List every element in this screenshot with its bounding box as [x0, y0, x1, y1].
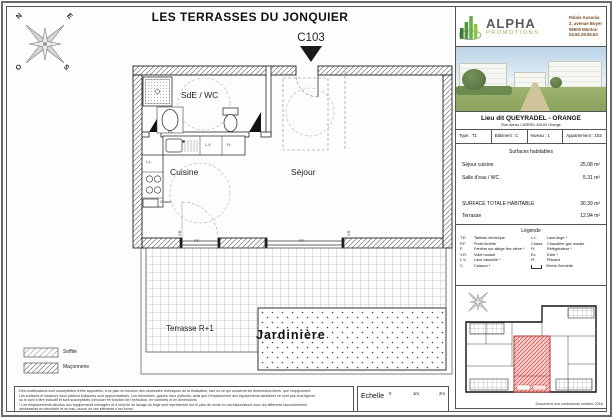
surface-label: Séjour cuisine — [462, 162, 494, 168]
plan-label-pf1: P.F. — [194, 239, 201, 243]
legend-header: Légende — [521, 228, 541, 234]
unit-appartement-cell: Appartement : 103 — [562, 130, 606, 143]
sheet-title: LES TERRASSES DU JONQUIER — [151, 10, 349, 24]
toilet — [223, 108, 238, 132]
surface-value: 5.31 m² — [583, 175, 600, 181]
unit-niveau-cell: Niveau : 1 — [527, 130, 563, 143]
plan-label-refrigerateur: Fr. — [227, 143, 232, 147]
disclaimer-line: * Les emplacements dévolus aux équipements ménagers et à celui lié au lavage du linge sont représentés sur le plan de vente en correspondance avec les différents raccordements — [19, 402, 308, 407]
project-photo — [455, 46, 607, 112]
legend-label: Lave-linge * — [547, 236, 568, 240]
keyplan-box — [455, 285, 607, 409]
plan-label-vr1: V.R. — [178, 229, 182, 236]
unit-number: C103 — [297, 32, 325, 44]
legend-label: Sèche-Serviette — [546, 263, 574, 268]
disclaimer-line: Des modifications sont susceptibles d'être apportées, à ce plan en fonction des nécessités techniques de la réalisation, tant en ce qui concerne les dimensions libres, que l'équipement. — [19, 389, 312, 393]
wall-legend-swatches — [24, 348, 58, 373]
address-line: 04.92.29.05.63 — [569, 32, 598, 38]
brand-address — [569, 15, 603, 37]
unit-pointer-arrow — [300, 46, 322, 62]
surface-label: Salle d'eau / WC — [462, 175, 500, 181]
keyplan-highlighted-unit — [514, 336, 550, 392]
disclaimer-line: Les surfaces et hauteurs sous plafond indiquées sont approximatives. Les retombées, gaines, faux plafonds, ainsi que l'emplacement des équipements sanitaires ne sont pas tous figurés — [19, 393, 316, 398]
brand-name: ALPHA — [486, 15, 536, 31]
door-leaf-wc — [249, 112, 261, 132]
scale-label: Echelle — [361, 393, 384, 400]
surface-value: 25.08 m² — [580, 162, 600, 168]
legend-label: Lave vaisselle * — [474, 258, 501, 262]
scale-tick-0: 0 — [389, 391, 392, 396]
legend-label: Chaudière gaz murale — [547, 241, 585, 246]
legend-abbr: Pl. — [531, 258, 536, 262]
plan-label-vr2: V.R. — [347, 229, 351, 236]
legend-abbr: T.E. — [460, 236, 467, 240]
compass-west: O — [13, 62, 23, 71]
disclaimer-line: ou le sont à titre indicatif et sont susceptibles d'évoluer en fonction de l'exécution, en nombres et en dimensions. — [19, 398, 198, 402]
legend-label: Evier * — [547, 252, 559, 257]
address-line: 2, avenue Boyer — [569, 20, 602, 26]
shower — [143, 77, 172, 106]
legend-abbr: Fr. — [531, 247, 536, 251]
plan-label-lave-linge: L.L. — [146, 160, 153, 164]
address-line: 06500 Menton — [569, 26, 598, 32]
wall-legend-soffite: Soffite — [63, 349, 78, 355]
surface-row — [456, 162, 606, 168]
legend-abbr: C. — [460, 263, 464, 268]
project-subtitle: Rue Alexis CARREL 84100 Orange — [501, 123, 561, 127]
unit-info-row — [456, 129, 606, 144]
unit-batiment-cell: Bâtiment : C — [491, 130, 527, 143]
legend-label: Fenêtre sur allège fixe vitrée * — [474, 247, 525, 251]
surfaces-header: Surfaces habitables — [509, 149, 553, 155]
address-line: Palais Ausonia — [569, 15, 600, 21]
scale-tick-1m: 1m — [413, 391, 419, 396]
legend-abbr: L.V. — [460, 258, 467, 262]
keyplan-compass — [459, 288, 497, 321]
compass-south: S — [63, 62, 72, 71]
room-label-sejour: Séjour — [291, 167, 316, 177]
legend-abbr: P.F. — [460, 241, 467, 246]
surface-row — [456, 175, 606, 181]
legend-right-column — [531, 236, 602, 269]
disclaimer-line: nécessaires en électricité et en eau, aucun de ces éléments n'est fourni. — [19, 407, 134, 411]
brand-tagline: PROMOTIONS — [486, 29, 540, 36]
legend-label: Porte-fenêtre — [474, 241, 497, 246]
unit-info-box — [455, 111, 607, 225]
disclaimer-box — [14, 386, 354, 412]
surface-value: 30.39 m² — [580, 201, 600, 207]
legend-label: Réfrigérateur * — [547, 247, 572, 251]
photo-hedge — [456, 86, 512, 95]
photo-tree-left — [462, 69, 486, 90]
plan-label-chaudiere: Chaud. — [160, 200, 173, 204]
legend-label: Placard — [547, 258, 560, 262]
legend-label: Tableau électrique — [474, 236, 505, 240]
seche-serviette-symbol — [531, 265, 542, 270]
room-label-jardiniere: Jardinière — [256, 328, 326, 342]
legend-abbr: V.R. — [460, 252, 468, 257]
terrace — [141, 248, 452, 374]
surface-row — [456, 213, 606, 219]
logo-box — [455, 6, 607, 47]
keyplan-caption: Document non contractuel octobre 2016 — [535, 402, 603, 406]
plan-label-pf2: P.F. — [299, 239, 306, 243]
surface-value: 12.94 m² — [580, 213, 600, 219]
room-label-terrasse: Terrasse R+1 — [166, 324, 214, 333]
keyplan-drawing — [456, 288, 606, 402]
project-title: Lieu dit QUEYRADEL - ORANGE — [481, 115, 581, 122]
plan-label-lave-vaisselle: L.V. — [205, 143, 212, 147]
legend-abbr: L.L. — [531, 236, 538, 240]
legend-label: Volet roulant — [474, 252, 496, 257]
surface-label: Terrasse — [462, 213, 482, 219]
room-label-sde-wc: SdE / WC — [181, 90, 219, 100]
legend-abbr: Ev. — [531, 252, 537, 257]
alpha-buildings-icon — [459, 12, 483, 42]
legend-abbr: F. — [460, 247, 463, 251]
surface-label: SURFACE TOTALE HABITABLE — [462, 201, 535, 207]
wall-legend-maconnerie: Maçonnerie — [63, 364, 90, 370]
legend-abbr: Chaud. — [531, 241, 544, 246]
plan-label-evier: Ev. — [168, 130, 174, 134]
legend-label: Caisson * — [474, 263, 491, 268]
compass-north: N — [15, 12, 24, 21]
legend-box — [455, 224, 607, 286]
info-panel — [455, 6, 607, 412]
room-label-cuisine: Cuisine — [170, 167, 199, 177]
surface-total-row — [456, 201, 606, 207]
compass-east: E — [65, 12, 74, 21]
boiler — [143, 199, 158, 207]
scale-tick-2m: 2m — [439, 391, 445, 396]
photo-tree-right — [550, 77, 562, 88]
unit-type-cell: Type : T1 — [459, 133, 477, 138]
legend-left-column — [460, 236, 531, 269]
